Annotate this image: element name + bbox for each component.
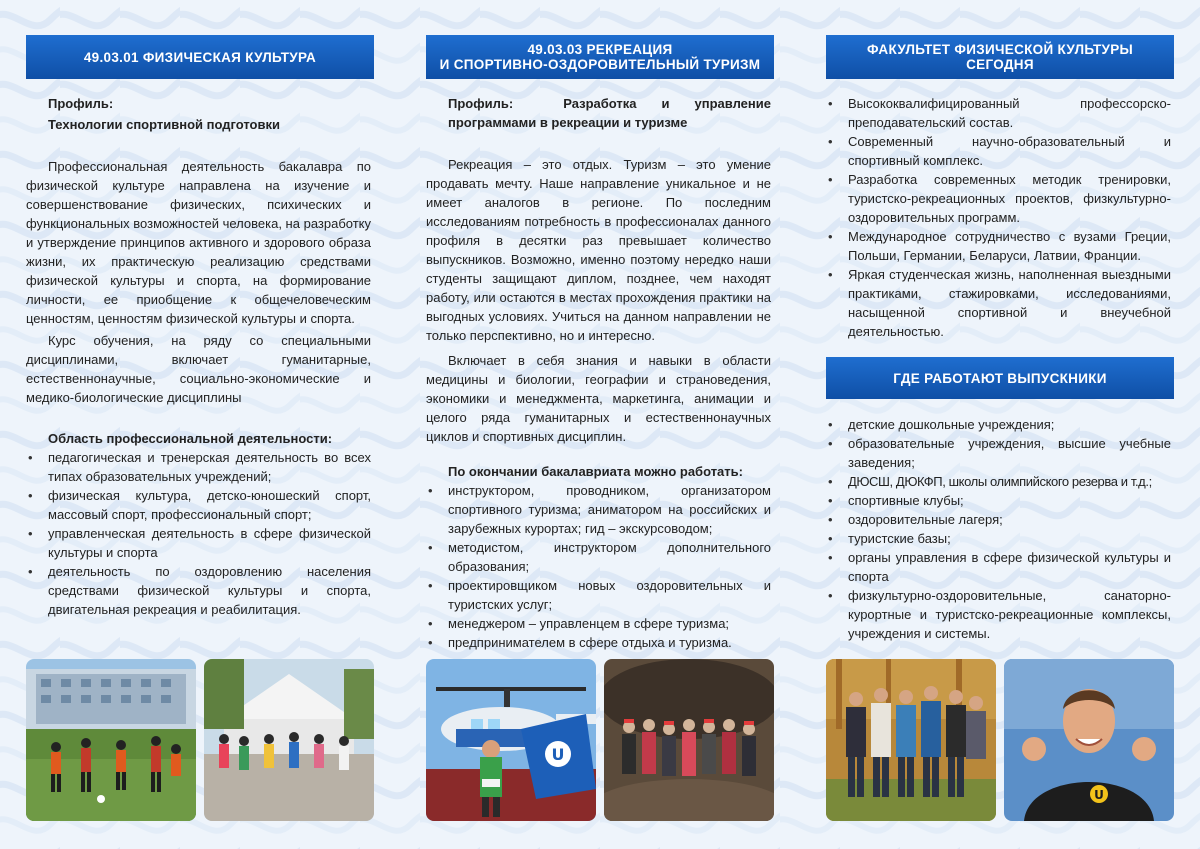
description-paragraph: Рекреация – это отдых. Туризм – это умение продавать мечту. Наше направление уникальное и не имеет аналогов в регионе. По последним исследованиям потребность в профессионалах данного профиля в десятки раз превышает количество выпускников. Возможно, именно поэтому нередко наши студенты защищают диплом, позднее, чем находят работу, или остаются в местах прохождения практики на выгодных условиях. Учиться на данном направлении не только перспективно, но и интересно.: [426, 157, 771, 343]
list-item: • Международное сотрудничество с вузами Греции, Польши, Германии, Беларуси, Латвии, Франции.: [826, 227, 1171, 265]
list-item: • Высококвалифицированный профессорско-преподавательский состав.: [826, 94, 1171, 132]
list-item: • педагогическая и тренерская деятельность во всех типах образовательных учреждений;: [26, 448, 371, 486]
description-block: [426, 155, 771, 446]
profile-name: Технологии спортивной подготовки: [48, 117, 280, 132]
course-paragraph: Курс обучения, на ряду со специальными дисциплинами, включает гуманитарные, естественнонаучные, социально-экономические и медико-биологические дисциплины: [26, 333, 371, 405]
photo-helicopter: [426, 659, 596, 821]
professional-area-block: [26, 429, 371, 619]
description-paragraph: Профессиональная деятельность бакалавра по физической культуре направлена на изучение и совершенствование физических, психических и функциональных возможностей человека, на разработку и утверждение принципов активного и здорового образа жизни, их практическую реализацию средствами физической культуры и спорта, на формирование личности, ее приобщение к общечеловеческим ценностям, ценностям физической культуры и спорта.: [26, 159, 371, 326]
photo-students-outdoor: [826, 659, 996, 821]
faculty-today-block: [826, 94, 1171, 341]
svg-text:U: U: [1094, 788, 1104, 802]
list-item: • физкультурно-оздоровительные, санаторно-курортные и туристско-рекреационные комплексы, учреждения и системы.: [826, 586, 1171, 643]
list-item: • физическая культура, детско-юношеский спорт, массовый спорт, профессиональный спорт;: [26, 486, 371, 524]
graduates-work-list: [826, 415, 1171, 643]
description-block: [26, 157, 371, 407]
profile-text: Профиль: Разработка и управление программами в рекреации и туризме: [448, 96, 771, 130]
profile-block: [426, 94, 771, 132]
list-item: • Разработка современных методик тренировки, туристско-рекреационных проектов, физкультурно-оздоровительных программ.: [826, 170, 1171, 227]
list-item: • туристские базы;: [826, 529, 1171, 548]
profile-label: Профиль:: [48, 96, 114, 111]
list-item: • спортивные клубы;: [826, 491, 1171, 510]
work-options-title: По окончании бакалавриата можно работать:: [448, 464, 743, 479]
list-item: • управленческая деятельность в сфере физической культуры и спорта: [26, 524, 371, 562]
photo-cave-group: [604, 659, 774, 821]
list-item: • Яркая студенческая жизнь, наполненная выездными практиками, стажировками, исследованиями, насыщенной спортивной и внеучебной деятельностью.: [826, 265, 1171, 341]
graduates-work-block: [826, 415, 1171, 643]
header-faculty-today: ФАКУЛЬТЕТ ФИЗИЧЕСКОЙ КУЛЬТУРЫ СЕГОДНЯ: [826, 35, 1174, 79]
list-item: • детские дошкольные учреждения;: [826, 415, 1171, 434]
work-options-block: [426, 462, 771, 652]
list-item: • инструктором, проводником, организатором спортивного туризма; аниматором на российских и зарубежных курортах; гид – экскурсоводом;: [426, 481, 771, 538]
professional-area-list: [26, 448, 371, 619]
faculty-today-list: [826, 94, 1171, 341]
list-item: • предпринимателем в сфере отдыха и туризма.: [426, 633, 771, 652]
svg-text:U: U: [551, 745, 565, 764]
list-item: • проектировщиком новых оздоровительных и туристских услуг;: [426, 576, 771, 614]
header-recreation-tourism: 49.03.03 РЕКРЕАЦИЯ И СПОРТИВНО-ОЗДОРОВИТЕЛЬНЫЙ ТУРИЗМ: [426, 35, 774, 79]
list-item: • методистом, инструктором дополнительного образования;: [426, 538, 771, 576]
photo-running-race: [204, 659, 374, 821]
work-options-list: [426, 481, 771, 652]
profile-block: [26, 94, 371, 134]
header-graduates-work: ГДЕ РАБОТАЮТ ВЫПУСКНИКИ: [826, 357, 1174, 399]
knowledge-paragraph: Включает в себя знания и навыки в области медицины и биологии, географии и страноведения, экономики и менеджмента, маркетинга, анимации и целого ряда гуманитарных и естественнонаучных циклов и спортивных дисциплин.: [426, 353, 771, 444]
list-item: • ДЮСШ, ДЮКФП, школы олимпийского резерва и т.д.;: [826, 472, 1171, 491]
photo-student-heart-gesture: [1004, 659, 1174, 821]
list-item: • образовательные учреждения, высшие учебные заведения;: [826, 434, 1171, 472]
list-item: • Современный научно-образовательный и спортивный комплекс.: [826, 132, 1171, 170]
list-item: • деятельность по оздоровлению населения средствами физической культуры и спорта, двигательная рекреация и реабилитация.: [26, 562, 371, 619]
professional-area-title: Область профессиональной деятельности:: [48, 431, 333, 446]
photo-football-students: [26, 659, 196, 821]
header-physical-culture: 49.03.01 ФИЗИЧЕСКАЯ КУЛЬТУРА: [26, 35, 374, 79]
list-item: • менеджером – управленцем в сфере туризма;: [426, 614, 771, 633]
list-item: • оздоровительные лагеря;: [826, 510, 1171, 529]
list-item: • органы управления в сфере физической культуры и спорта: [826, 548, 1171, 586]
